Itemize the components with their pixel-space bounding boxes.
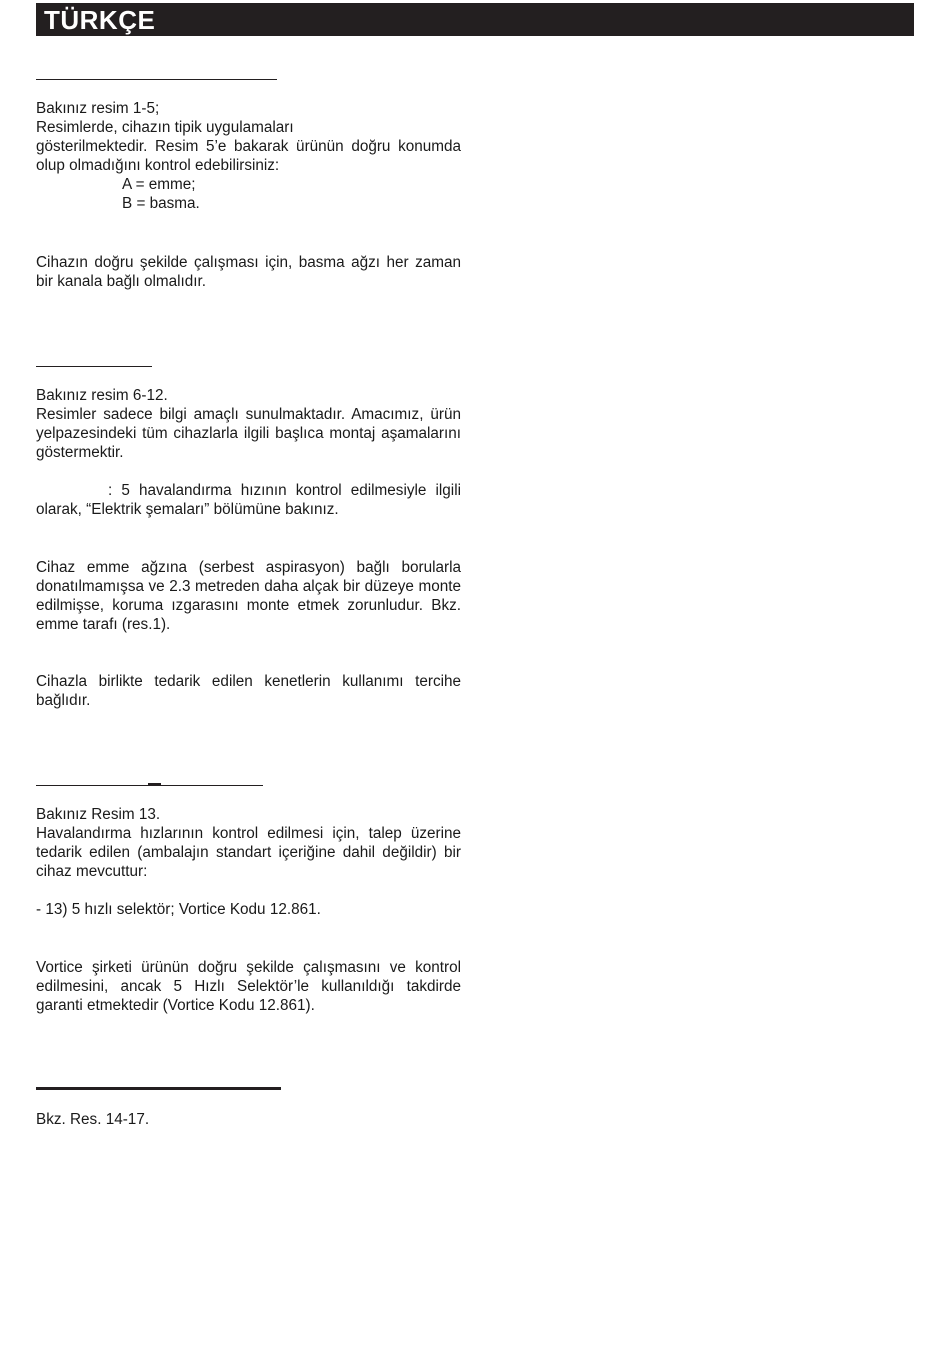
section2-clamps: Cihazla birlikte tedarik edilen kenetlerin kullanımı tercihe bağlıdır.	[36, 673, 461, 709]
section1-line2: Resimlerde, cihazın tipik uygulamaları	[36, 119, 294, 136]
section2-ref: Bakınız resim 6-12.	[36, 387, 168, 404]
section-heading-rule	[36, 366, 152, 367]
section1-item-a: A = emme;	[122, 176, 196, 193]
section3-warranty: Vortice şirketi ürünün doğru şekilde çalışmasını ve kontrol edilmesini, ancak 5 Hızlı Selektör’le kullanıldığı takdirde garanti etmektedir (Vortice Kodu 12.861).	[36, 959, 461, 1014]
section3-ref: Bakınız Resim 13.	[36, 806, 161, 823]
section3-text	[36, 805, 461, 881]
language-title: TÜRKÇE	[44, 5, 156, 35]
section1-body: gösterilmektedir. Resim 5’e bakarak ürünün doğru konumda olup olmadığını kontrol edebilirsiniz:	[36, 138, 461, 174]
section-heading-rule	[36, 785, 263, 786]
section1-item-b: B = basma.	[122, 195, 200, 212]
section1-note: Cihazın doğru şekilde çalışması için, basma ağzı her zaman bir kanala bağlı olmalıdır.	[36, 254, 461, 290]
section4-ref: Bkz. Res. 14-17.	[36, 1111, 150, 1128]
section3-body: Havalandırma hızlarının kontrol edilmesi için, talep üzerine tedarik edilen (ambalajın standart içeriğine dahil değildir) bir cihaz mevcuttur:	[36, 825, 461, 880]
heading-dash	[148, 783, 161, 785]
section3-item: - 13) 5 hızlı selektör; Vortice Kodu 12.861.	[36, 901, 321, 918]
section2-grille: Cihaz emme ağzına (serbest aspirasyon) bağlı borularla donatılmamışsa ve 2.3 metreden daha alçak bir düzeye monte edilmişse, koruma ızgarasını monte etmek zorunludur. Bkz. emme tarafı (res.1).	[36, 559, 461, 633]
section2-body: Resimler sadece bilgi amaçlı sunulmaktadır. Amacımız, ürün yelpazesindeki tüm cihazlarla ilgili başlıca montaj aşamalarını göstermektir.	[36, 406, 461, 461]
section-heading-rule	[36, 1087, 281, 1090]
section2-text	[36, 386, 461, 462]
section2-note: : 5 havalandırma hızının kontrol edilmesiyle ilgili olarak, “Elektrik şemaları” bölümüne bakınız.	[36, 482, 461, 518]
section-heading-rule	[36, 79, 277, 80]
section1-text	[36, 99, 461, 213]
section1-ref: Bakınız resim 1-5;	[36, 100, 160, 117]
language-header	[36, 3, 914, 36]
